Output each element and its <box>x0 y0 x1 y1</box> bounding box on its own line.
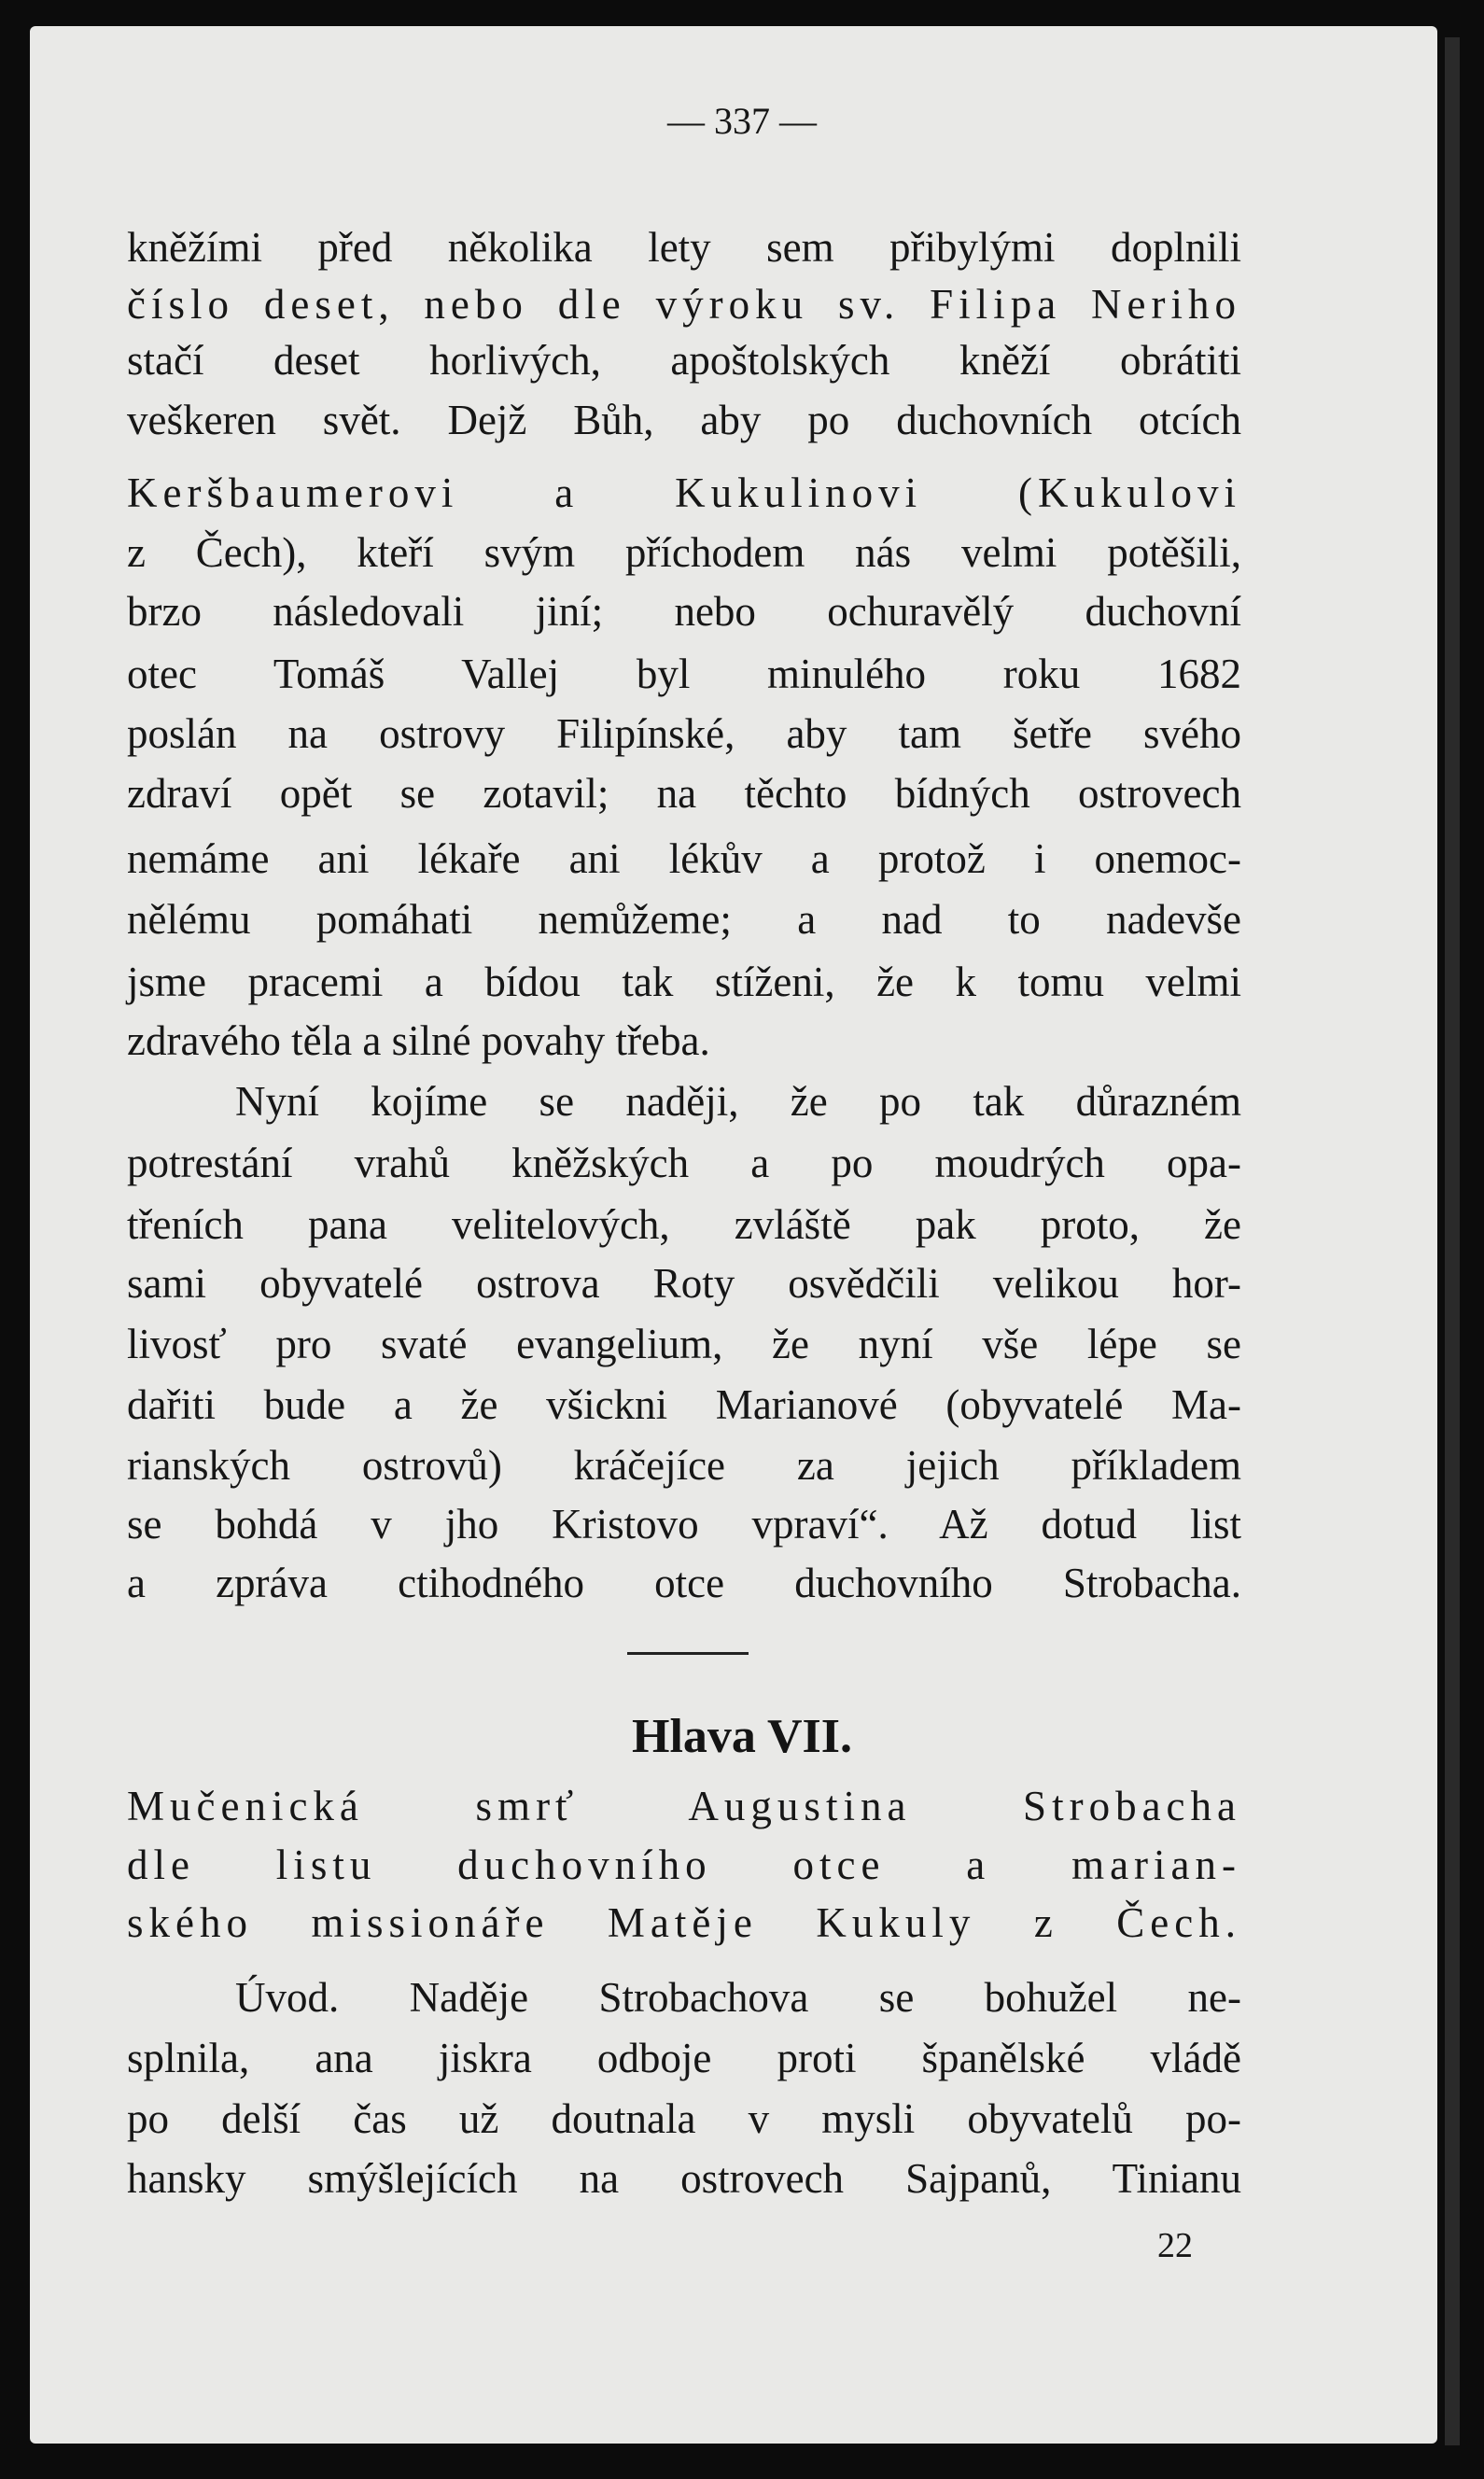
text-line: zdraví opět se zotavil; na těchto bídných ostrovech <box>127 770 1241 817</box>
text-line: nemáme ani lékaře ani lékův a protož i onemoc- <box>127 835 1241 882</box>
text-line: nělému pomáhati nemůžeme; a nad to nadevše <box>127 896 1241 943</box>
chapter-title-line: dle listu duchovního otce a marian- <box>127 1842 1241 1888</box>
chapter-heading: Hlava VII. <box>632 1710 852 1763</box>
page-edge-shadow <box>1445 37 1460 2445</box>
text-line: po delší čas už doutnala v mysli obyvatelů po- <box>127 2095 1241 2142</box>
text-line: sami obyvatelé ostrova Roty osvědčili velikou hor- <box>127 1260 1241 1307</box>
text-line: stačí deset horlivých, apoštolských kněží obrátiti <box>127 337 1241 384</box>
text-line: veškeren svět. Dejž Bůh, aby po duchovních otcích <box>127 397 1241 443</box>
text-line: dařiti bude a že všickni Marianové (obyvatelé Ma- <box>127 1381 1241 1428</box>
text-line: poslán na ostrovy Filipínské, aby tam šetře svého <box>127 710 1241 757</box>
chapter-title-line: ského missionáře Matěje Kukuly z Čech. <box>127 1899 1241 1946</box>
text-line: zdravého těla a silné povahy třeba. <box>127 1017 710 1064</box>
page-number: — 337 — <box>667 100 817 142</box>
chapter-title-line: Mučenická smrť Augustina Strobacha <box>127 1783 1241 1829</box>
text-line: jsme pracemi a bídou tak stíženi, že k tomu velmi <box>127 959 1241 1005</box>
section-divider <box>627 1652 749 1655</box>
signature-mark: 22 <box>1157 2226 1193 2265</box>
text-line: hansky smýšlejících na ostrovech Sajpanů, Tinianu <box>127 2155 1241 2202</box>
text-line: otec Tomáš Vallej byl minulého roku 1682 <box>127 651 1241 697</box>
text-line: Nyní kojíme se naději, že po tak důrazném <box>235 1078 1241 1125</box>
text-line: kněžími před několika lety sem přibylými doplnili <box>127 224 1241 271</box>
text-line: Úvod. Naděje Strobachova se bohužel ne- <box>235 1974 1241 2021</box>
text-line: a zpráva ctihodného otce duchovního Strobacha. <box>127 1560 1241 1606</box>
text-line: livosť pro svaté evangelium, že nyní vše lépe se <box>127 1321 1241 1367</box>
text-line: rianských ostrovů) kráčejíce za jejich příkladem <box>127 1442 1241 1489</box>
text-line: splnila, ana jiskra odboje proti španělské vládě <box>127 2035 1241 2081</box>
text-line: číslo deset, nebo dle výroku sv. Filipa Neriho <box>127 281 1241 328</box>
text-line: třeních pana velitelových, zvláště pak proto, že <box>127 1201 1241 1248</box>
text-line: potrestání vrahů kněžských a po moudrých opa- <box>127 1140 1241 1186</box>
text-line: brzo následovali jiní; nebo ochuravělý duchovní <box>127 588 1241 635</box>
text-line: z Čech), kteří svým příchodem nás velmi potěšili, <box>127 529 1241 576</box>
text-line: Keršbaumerovi a Kukulinovi (Kukulovi <box>127 469 1241 516</box>
text-line: se bohdá v jho Kristovo vpraví“. Až dotud list <box>127 1501 1241 1548</box>
